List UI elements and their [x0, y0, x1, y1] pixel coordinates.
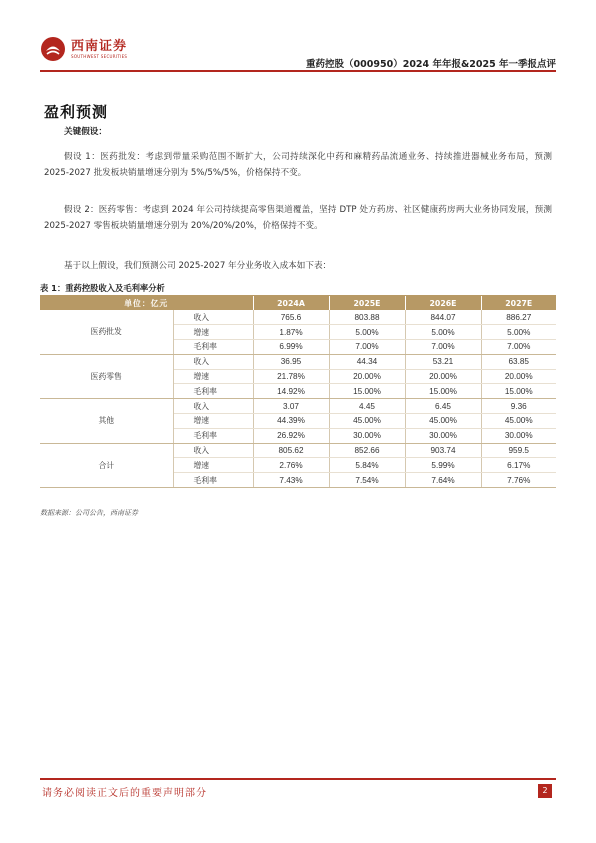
table-cell: 63.85 [481, 354, 556, 369]
table-cell: 959.5 [481, 443, 556, 458]
table-cell: 30.00% [405, 428, 481, 443]
table-row [40, 399, 556, 414]
segment-name: 医药零售 [40, 354, 173, 398]
table-header-row [40, 296, 556, 310]
table-cell: 765.6 [253, 310, 329, 325]
intro-paragraph: 基于以上假设，我们预测公司 2025-2027 年分业务收入成本如下表： [64, 261, 332, 271]
metric-label: 增速 [173, 414, 253, 429]
metric-label: 毛利率 [173, 340, 253, 355]
table-cell: 4.45 [329, 399, 405, 414]
year-header: 2027E [481, 296, 556, 310]
metric-label: 毛利率 [173, 473, 253, 488]
metric-label: 收入 [173, 443, 253, 458]
unit-header: 单位：亿元 [40, 296, 253, 310]
table-cell: 7.43% [253, 473, 329, 488]
table-cell: 7.64% [405, 473, 481, 488]
footer-disclaimer: 请务必阅读正文后的重要声明部分 [42, 788, 207, 799]
table-cell: 53.21 [405, 354, 481, 369]
year-header: 2024A [253, 296, 329, 310]
table-cell: 7.00% [481, 340, 556, 355]
table-cell: 26.92% [253, 428, 329, 443]
company-logo [40, 36, 127, 62]
table-cell: 20.00% [405, 369, 481, 384]
segment-name: 医药批发 [40, 310, 173, 354]
logo-emblem-icon [40, 36, 66, 62]
revenue-margin-table-wrapper [40, 296, 556, 488]
table-cell: 45.00% [481, 414, 556, 429]
table-cell: 2.76% [253, 458, 329, 473]
table-row [40, 354, 556, 369]
table-cell: 6.99% [253, 340, 329, 355]
table-cell: 7.00% [405, 340, 481, 355]
metric-label: 增速 [173, 325, 253, 340]
table-cell: 44.39% [253, 414, 329, 429]
data-source-note: 数据来源：公司公告，西南证券 [40, 509, 138, 517]
table-cell: 7.00% [329, 340, 405, 355]
table-cell: 886.27 [481, 310, 556, 325]
metric-label: 增速 [173, 458, 253, 473]
header-divider [40, 70, 556, 72]
assumption-2-paragraph: 假设 2：医药零售：考虑到 2024 年公司持续提高零售渠道覆盖，坚持 DTP 处方药房、社区健康药房两大业务协同发展，预测 2025-2027 零售板块销量增速分别为 20%/20%/20%，价格保持不变。 [44, 205, 552, 231]
table-cell: 5.00% [329, 325, 405, 340]
metric-label: 毛利率 [173, 428, 253, 443]
table-cell: 20.00% [329, 369, 405, 384]
table-cell: 15.00% [329, 384, 405, 399]
table-cell: 20.00% [481, 369, 556, 384]
metric-label: 增速 [173, 369, 253, 384]
table-cell: 14.92% [253, 384, 329, 399]
table-caption: 表 1：重药控股收入及毛利率分析 [40, 283, 165, 293]
table-cell: 30.00% [481, 428, 556, 443]
table-row [40, 443, 556, 458]
table-cell: 852.66 [329, 443, 405, 458]
table-cell: 15.00% [405, 384, 481, 399]
table-cell: 6.17% [481, 458, 556, 473]
segment-name: 其他 [40, 399, 173, 443]
report-title: 重药控股（000950）2024 年年报&2025 年一季报点评 [306, 59, 556, 70]
metric-label: 收入 [173, 399, 253, 414]
metric-label: 毛利率 [173, 384, 253, 399]
table-cell: 1.87% [253, 325, 329, 340]
section-title: 盈利预测 [44, 103, 109, 121]
page-header [40, 30, 556, 75]
table-cell: 803.88 [329, 310, 405, 325]
key-assumptions-label: 关键假设： [64, 127, 107, 137]
table-cell: 5.00% [481, 325, 556, 340]
year-header: 2026E [405, 296, 481, 310]
table-cell: 30.00% [329, 428, 405, 443]
table-cell: 6.45 [405, 399, 481, 414]
table-cell: 44.34 [329, 354, 405, 369]
revenue-margin-table [40, 296, 556, 488]
table-cell: 7.54% [329, 473, 405, 488]
table-cell: 45.00% [405, 414, 481, 429]
table-cell: 21.78% [253, 369, 329, 384]
table-cell: 15.00% [481, 384, 556, 399]
table-cell: 5.99% [405, 458, 481, 473]
table-cell: 844.07 [405, 310, 481, 325]
table-cell: 903.74 [405, 443, 481, 458]
logo-chinese-name: 西南证券 [71, 38, 128, 54]
table-cell: 9.36 [481, 399, 556, 414]
table-cell: 5.00% [405, 325, 481, 340]
table-cell: 805.62 [253, 443, 329, 458]
footer-divider [40, 778, 556, 780]
table-cell: 45.00% [329, 414, 405, 429]
table-row [40, 310, 556, 325]
table-cell: 3.07 [253, 399, 329, 414]
logo-english-name: SOUTHWEST SECURITIES [71, 53, 128, 59]
page-number: 2 [538, 784, 552, 798]
table-cell: 7.76% [481, 473, 556, 488]
table-cell: 5.84% [329, 458, 405, 473]
year-header: 2025E [329, 296, 405, 310]
table-body [40, 310, 556, 488]
metric-label: 收入 [173, 310, 253, 325]
metric-label: 收入 [173, 354, 253, 369]
segment-name: 合计 [40, 443, 173, 487]
table-cell: 36.95 [253, 354, 329, 369]
assumption-1-paragraph: 假设 1：医药批发：考虑到带量采购范围不断扩大，公司持续深化中药和麻精药品流通业务、持续推进器械业务布局，预测 2025-2027 批发板块销量增速分别为 5%/5%/5%，价格保持不变。 [44, 152, 552, 178]
